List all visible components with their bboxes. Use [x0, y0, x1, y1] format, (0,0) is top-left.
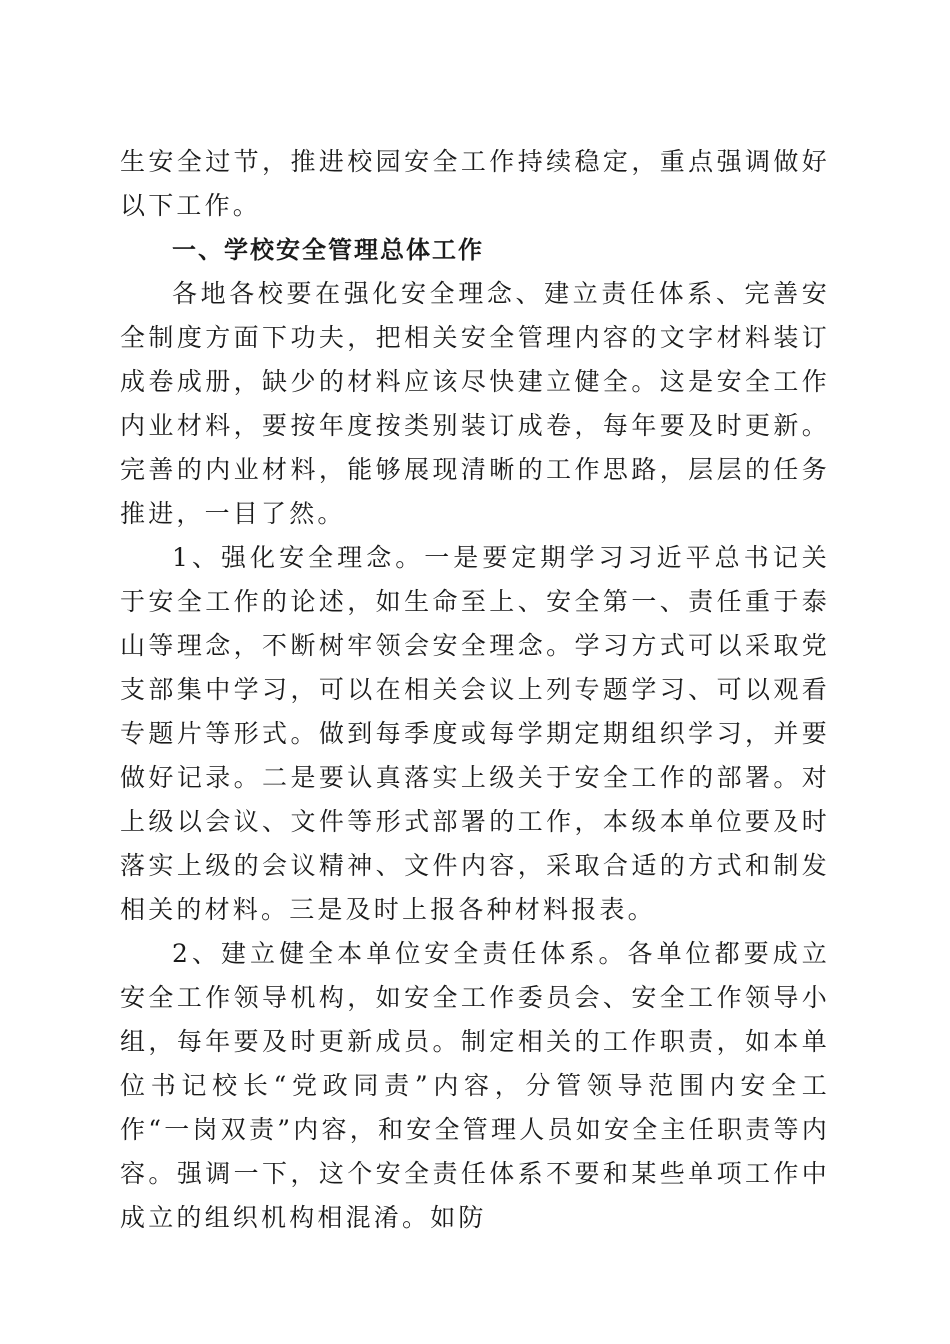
paragraph-item-1: 1、强化安全理念。一是要定期学习习近平总书记关于安全工作的论述，如生命至上、安全第一、责任重于泰山等理念，不断树牢领会安全理念。学习方式可以采取党支部集中学习，可以在相关会议上列专题学习、可以观看专题片等形式。做到每季度或每学期定期组织学习，并要做好记录。二是要认真落实上级关于安全工作的部署。对上级以会议、文件等形式部署的工作，本级本单位要及时落实上级的会议精神、文件内容，采取合适的方式和制发相关的材料。三是及时上报各种材料报表。 [120, 543, 830, 924]
document-body [120, 140, 830, 1240]
section-heading: 一、学校安全管理总体工作 [172, 236, 484, 264]
paragraph-item-2: 2、建立健全本单位安全责任体系。各单位都要成立安全工作领导机构，如安全工作委员会、安全工作领导小组，每年要及时更新成员。制定相关的工作职责，如本单位书记校长“党政同责”内容，分管领导范围内安全工作“一岗双责”内容，和安全管理人员如安全主任职责等内容。强调一下，这个安全责任体系不要和某些单项工作中成立的组织机构相混淆。如防 [120, 939, 830, 1232]
paragraph-overview: 各地各校要在强化安全理念、建立责任体系、完善安全制度方面下功夫，把相关安全管理内容的文字材料装订成卷成册，缺少的材料应该尽快建立健全。这是安全工作内业材料，要按年度按类别装订成卷，每年要及时更新。完善的内业材料，能够展现清晰的工作思路，层层的任务推进，一目了然。 [120, 279, 830, 528]
paragraph-continuation: 生安全过节，推进校园安全工作持续稳定，重点强调做好以下工作。 [120, 147, 830, 220]
